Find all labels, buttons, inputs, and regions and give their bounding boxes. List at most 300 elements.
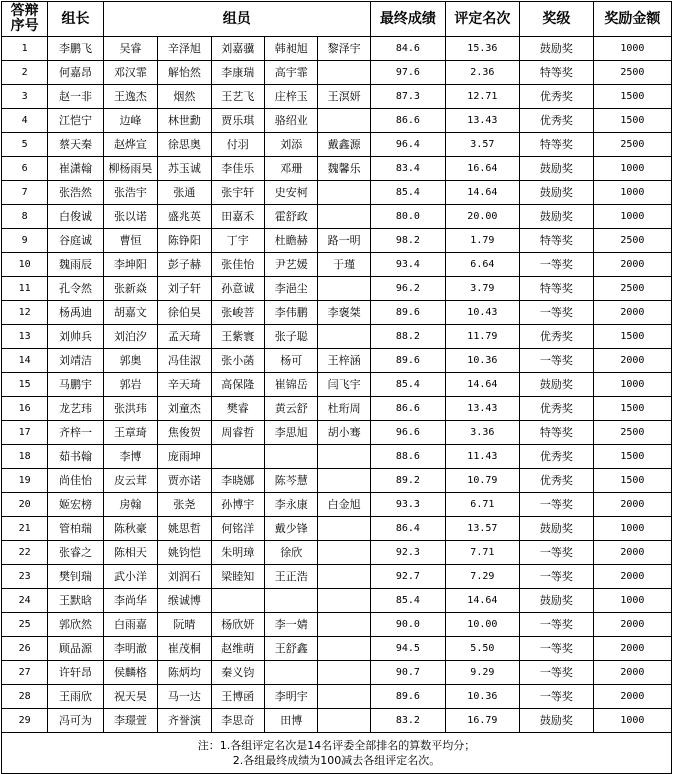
member-cell: 贾乐琪 — [211, 109, 264, 133]
member-cell: 庄梓玉 — [265, 85, 318, 109]
award-cell: 一等奖 — [519, 613, 593, 637]
seq-cell: 8 — [2, 205, 48, 229]
seq-cell: 19 — [2, 469, 48, 493]
award-cell: 一等奖 — [519, 661, 593, 685]
member-cell: 杜珩周 — [318, 397, 370, 421]
notes-cell — [2, 733, 672, 774]
leader-cell: 何嘉昂 — [48, 61, 103, 85]
member-cell: 王舒鑫 — [265, 637, 318, 661]
member-cell: 姚思哲 — [158, 517, 211, 541]
rank-cell: 6.71 — [445, 493, 519, 517]
bonus-cell: 2000 — [593, 613, 671, 637]
member-cell: 李浥尘 — [265, 277, 318, 301]
bonus-cell: 1000 — [593, 589, 671, 613]
table-row — [2, 685, 672, 709]
seq-cell: 18 — [2, 445, 48, 469]
score-cell: 96.4 — [370, 133, 445, 157]
member-cell: 王溟妍 — [318, 85, 370, 109]
member-cell: 武小洋 — [103, 565, 157, 589]
rank-cell: 11.43 — [445, 445, 519, 469]
member-cell: 霍舒政 — [265, 205, 318, 229]
member-cell: 陈相天 — [103, 541, 157, 565]
leader-cell: 江恺宁 — [48, 109, 103, 133]
member-cell: 焦俊贺 — [158, 421, 211, 445]
member-cell: 李思旭 — [265, 421, 318, 445]
leader-cell: 许轩昂 — [48, 661, 103, 685]
member-cell: 闫飞宇 — [318, 373, 370, 397]
leader-cell: 白俊诚 — [48, 205, 103, 229]
award-cell: 鼓励奖 — [519, 709, 593, 733]
leader-cell: 刘帅兵 — [48, 325, 103, 349]
table-row — [2, 541, 672, 565]
member-cell: 张以诺 — [103, 205, 157, 229]
award-cell: 优秀奖 — [519, 445, 593, 469]
member-cell: 王梓涵 — [318, 349, 370, 373]
leader-cell: 王雨欣 — [48, 685, 103, 709]
bonus-cell: 1500 — [593, 469, 671, 493]
member-cell: 张宇轩 — [211, 181, 264, 205]
table-row — [2, 157, 672, 181]
leader-cell: 顾品源 — [48, 637, 103, 661]
seq-cell: 25 — [2, 613, 48, 637]
bonus-cell: 1500 — [593, 109, 671, 133]
award-cell: 优秀奖 — [519, 397, 593, 421]
member-cell: 李晓娜 — [211, 469, 264, 493]
seq-cell: 6 — [2, 157, 48, 181]
member-cell: 付羽 — [211, 133, 264, 157]
table-row — [2, 373, 672, 397]
member-cell: 黄云舒 — [265, 397, 318, 421]
member-cell — [318, 613, 370, 637]
seq-cell: 1 — [2, 37, 48, 61]
member-cell: 刘添 — [265, 133, 318, 157]
member-cell: 王章琦 — [103, 421, 157, 445]
member-cell: 孙博宇 — [211, 493, 264, 517]
member-cell: 辛泽旭 — [158, 37, 211, 61]
table-row — [2, 349, 672, 373]
header-bonus: 奖励金额 — [593, 2, 671, 37]
rank-cell: 10.36 — [445, 349, 519, 373]
score-cell: 80.0 — [370, 205, 445, 229]
award-cell: 一等奖 — [519, 301, 593, 325]
award-cell: 一等奖 — [519, 565, 593, 589]
rank-cell: 1.79 — [445, 229, 519, 253]
member-cell: 尹艺媛 — [265, 253, 318, 277]
table-row — [2, 397, 672, 421]
rank-cell: 2.36 — [445, 61, 519, 85]
member-cell: 苏玉诚 — [158, 157, 211, 181]
member-cell — [318, 109, 370, 133]
member-cell: 徐伯昊 — [158, 301, 211, 325]
bonus-cell: 1000 — [593, 205, 671, 229]
table-row — [2, 205, 672, 229]
bonus-cell: 1000 — [593, 517, 671, 541]
member-cell: 刘嘉骥 — [211, 37, 264, 61]
award-cell: 鼓励奖 — [519, 517, 593, 541]
leader-cell: 龙艺玮 — [48, 397, 103, 421]
member-cell: 史安柯 — [265, 181, 318, 205]
notes-row — [2, 733, 672, 774]
bonus-cell: 1000 — [593, 181, 671, 205]
bonus-cell: 1000 — [593, 37, 671, 61]
member-cell: 高宇霏 — [265, 61, 318, 85]
table-row — [2, 301, 672, 325]
member-cell: 杨可 — [265, 349, 318, 373]
member-cell: 崔茂桐 — [158, 637, 211, 661]
member-cell: 彭子赫 — [158, 253, 211, 277]
member-cell: 樊睿 — [211, 397, 264, 421]
award-cell: 鼓励奖 — [519, 589, 593, 613]
note-line-1: 注：1.各组评定名次是14名评委全部排名的算数平均分； — [197, 739, 476, 752]
rank-cell: 15.36 — [445, 37, 519, 61]
table-row — [2, 613, 672, 637]
header-leader: 组长 — [48, 2, 103, 37]
member-cell: 盛兆英 — [158, 205, 211, 229]
score-cell: 89.6 — [370, 349, 445, 373]
rank-cell: 5.50 — [445, 637, 519, 661]
member-cell: 李一婧 — [265, 613, 318, 637]
member-cell: 梁睦知 — [211, 565, 264, 589]
member-cell — [318, 565, 370, 589]
award-cell: 一等奖 — [519, 253, 593, 277]
member-cell: 边峰 — [103, 109, 157, 133]
seq-cell: 24 — [2, 589, 48, 613]
member-cell: 王逸杰 — [103, 85, 157, 109]
member-cell — [318, 685, 370, 709]
leader-cell: 冯可为 — [48, 709, 103, 733]
member-cell: 胡嘉文 — [103, 301, 157, 325]
seq-cell: 21 — [2, 517, 48, 541]
member-cell: 何铭洋 — [211, 517, 264, 541]
rank-cell: 6.64 — [445, 253, 519, 277]
member-cell: 李佳乐 — [211, 157, 264, 181]
score-cell: 89.6 — [370, 301, 445, 325]
member-cell: 曹恒 — [103, 229, 157, 253]
member-cell — [318, 205, 370, 229]
leader-cell: 李鹏飞 — [48, 37, 103, 61]
leader-cell: 樊钊瑞 — [48, 565, 103, 589]
member-cell: 辛天琦 — [158, 373, 211, 397]
award-cell: 特等奖 — [519, 277, 593, 301]
member-cell — [265, 445, 318, 469]
leader-cell: 齐梓一 — [48, 421, 103, 445]
score-cell: 85.4 — [370, 373, 445, 397]
member-cell — [318, 541, 370, 565]
bonus-cell: 1500 — [593, 325, 671, 349]
award-cell: 鼓励奖 — [519, 205, 593, 229]
leader-cell: 王默晗 — [48, 589, 103, 613]
score-cell: 86.4 — [370, 517, 445, 541]
member-cell: 烟然 — [158, 85, 211, 109]
leader-cell: 赵一非 — [48, 85, 103, 109]
bonus-cell: 2500 — [593, 133, 671, 157]
score-cell: 85.4 — [370, 181, 445, 205]
member-cell: 马一达 — [158, 685, 211, 709]
member-cell: 阮晴 — [158, 613, 211, 637]
member-cell — [318, 517, 370, 541]
seq-cell: 23 — [2, 565, 48, 589]
table-row — [2, 229, 672, 253]
bonus-cell: 2500 — [593, 421, 671, 445]
award-cell: 一等奖 — [519, 493, 593, 517]
seq-cell: 11 — [2, 277, 48, 301]
member-cell — [211, 445, 264, 469]
rank-cell: 10.00 — [445, 613, 519, 637]
member-cell: 郭奥 — [103, 349, 157, 373]
bonus-cell: 2500 — [593, 229, 671, 253]
bonus-cell: 2000 — [593, 301, 671, 325]
member-cell: 李永康 — [265, 493, 318, 517]
table-row — [2, 133, 672, 157]
rank-cell: 16.64 — [445, 157, 519, 181]
bonus-cell: 2500 — [593, 61, 671, 85]
seq-cell: 26 — [2, 637, 48, 661]
member-cell: 张通 — [158, 181, 211, 205]
member-cell: 胡小骞 — [318, 421, 370, 445]
seq-cell: 4 — [2, 109, 48, 133]
award-cell: 一等奖 — [519, 541, 593, 565]
score-cell: 83.4 — [370, 157, 445, 181]
member-cell: 李明宇 — [265, 685, 318, 709]
member-cell — [318, 469, 370, 493]
member-cell: 贾亦诺 — [158, 469, 211, 493]
score-cell: 90.0 — [370, 613, 445, 637]
seq-cell: 27 — [2, 661, 48, 685]
member-cell: 吴睿 — [103, 37, 157, 61]
score-cell: 93.3 — [370, 493, 445, 517]
bonus-cell: 2000 — [593, 637, 671, 661]
member-cell: 孙意诚 — [211, 277, 264, 301]
member-cell: 戴鑫源 — [318, 133, 370, 157]
member-cell — [318, 589, 370, 613]
member-cell: 邓珊 — [265, 157, 318, 181]
score-cell: 98.2 — [370, 229, 445, 253]
award-cell: 一等奖 — [519, 637, 593, 661]
header-score: 最终成绩 — [370, 2, 445, 37]
member-cell: 张洪玮 — [103, 397, 157, 421]
table-row — [2, 589, 672, 613]
member-cell: 张新焱 — [103, 277, 157, 301]
table-row — [2, 109, 672, 133]
table-row — [2, 445, 672, 469]
leader-cell: 杨禹迪 — [48, 301, 103, 325]
member-cell: 白雨嘉 — [103, 613, 157, 637]
member-cell: 朱明璋 — [211, 541, 264, 565]
rank-cell: 11.79 — [445, 325, 519, 349]
member-cell: 田博 — [265, 709, 318, 733]
award-cell: 优秀奖 — [519, 85, 593, 109]
table-row — [2, 517, 672, 541]
member-cell: 王正浩 — [265, 565, 318, 589]
rank-cell: 3.57 — [445, 133, 519, 157]
award-cell: 一等奖 — [519, 685, 593, 709]
member-cell: 魏馨乐 — [318, 157, 370, 181]
member-cell — [265, 661, 318, 685]
leader-cell: 尚佳怡 — [48, 469, 103, 493]
member-cell: 庞雨坤 — [158, 445, 211, 469]
bonus-cell: 2000 — [593, 541, 671, 565]
member-cell: 皮云茸 — [103, 469, 157, 493]
score-cell: 96.6 — [370, 421, 445, 445]
member-cell: 张小菡 — [211, 349, 264, 373]
seq-cell: 15 — [2, 373, 48, 397]
score-cell: 89.6 — [370, 685, 445, 709]
score-cell: 93.4 — [370, 253, 445, 277]
score-cell: 92.3 — [370, 541, 445, 565]
table-row — [2, 325, 672, 349]
member-cell: 徐欣 — [265, 541, 318, 565]
table-row — [2, 469, 672, 493]
member-cell: 高保隆 — [211, 373, 264, 397]
seq-cell: 13 — [2, 325, 48, 349]
award-cell: 特等奖 — [519, 229, 593, 253]
leader-cell: 郭欣然 — [48, 613, 103, 637]
score-cell: 84.6 — [370, 37, 445, 61]
award-cell: 鼓励奖 — [519, 181, 593, 205]
leader-cell: 孔令然 — [48, 277, 103, 301]
member-cell — [318, 637, 370, 661]
member-cell: 陈炳均 — [158, 661, 211, 685]
rank-cell: 10.43 — [445, 301, 519, 325]
member-cell: 秦义钧 — [211, 661, 264, 685]
member-cell — [318, 661, 370, 685]
score-cell: 96.2 — [370, 277, 445, 301]
award-cell: 优秀奖 — [519, 469, 593, 493]
member-cell: 缑诚博 — [158, 589, 211, 613]
table-row — [2, 253, 672, 277]
score-cell: 87.3 — [370, 85, 445, 109]
bonus-cell: 2500 — [593, 277, 671, 301]
score-cell: 92.7 — [370, 565, 445, 589]
score-cell: 97.6 — [370, 61, 445, 85]
score-cell: 86.6 — [370, 397, 445, 421]
table-row — [2, 85, 672, 109]
member-cell: 孟天琦 — [158, 325, 211, 349]
rank-cell: 13.43 — [445, 397, 519, 421]
rank-cell: 14.64 — [445, 181, 519, 205]
member-cell: 韩昶旭 — [265, 37, 318, 61]
member-cell: 于瑾 — [318, 253, 370, 277]
rank-cell: 3.79 — [445, 277, 519, 301]
seq-cell: 2 — [2, 61, 48, 85]
bonus-cell: 1000 — [593, 157, 671, 181]
member-cell: 李璟萱 — [103, 709, 157, 733]
score-cell: 86.6 — [370, 109, 445, 133]
rank-cell: 14.64 — [445, 589, 519, 613]
bonus-cell: 1500 — [593, 445, 671, 469]
member-cell: 姚钧恺 — [158, 541, 211, 565]
seq-cell: 28 — [2, 685, 48, 709]
bonus-cell: 2000 — [593, 661, 671, 685]
rank-cell: 14.64 — [445, 373, 519, 397]
member-cell: 李思奇 — [211, 709, 264, 733]
leader-cell: 谷庭诚 — [48, 229, 103, 253]
member-cell: 张尧 — [158, 493, 211, 517]
member-cell — [318, 325, 370, 349]
member-cell: 丁宇 — [211, 229, 264, 253]
table-row — [2, 661, 672, 685]
member-cell: 刘童杰 — [158, 397, 211, 421]
seq-cell: 17 — [2, 421, 48, 445]
member-cell — [318, 445, 370, 469]
member-cell: 刘润石 — [158, 565, 211, 589]
member-cell: 李明澈 — [103, 637, 157, 661]
rank-cell: 7.29 — [445, 565, 519, 589]
member-cell: 张子聪 — [265, 325, 318, 349]
bonus-cell: 2000 — [593, 253, 671, 277]
score-cell: 94.5 — [370, 637, 445, 661]
member-cell: 黎泽宇 — [318, 37, 370, 61]
award-cell: 特等奖 — [519, 133, 593, 157]
member-cell: 祝天昊 — [103, 685, 157, 709]
award-cell: 优秀奖 — [519, 109, 593, 133]
bonus-cell: 1000 — [593, 709, 671, 733]
member-cell — [318, 709, 370, 733]
leader-cell: 魏雨辰 — [48, 253, 103, 277]
table-row — [2, 61, 672, 85]
seq-cell: 14 — [2, 349, 48, 373]
table-row — [2, 709, 672, 733]
results-table — [1, 1, 672, 774]
member-cell — [318, 181, 370, 205]
bonus-cell: 2000 — [593, 565, 671, 589]
table-row — [2, 565, 672, 589]
header-members: 组员 — [103, 2, 370, 37]
member-cell: 张浩宇 — [103, 181, 157, 205]
rank-cell: 7.71 — [445, 541, 519, 565]
member-cell: 周睿哲 — [211, 421, 264, 445]
award-cell: 一等奖 — [519, 349, 593, 373]
rank-cell: 10.79 — [445, 469, 519, 493]
member-cell: 李康瑞 — [211, 61, 264, 85]
member-cell — [318, 61, 370, 85]
leader-cell: 茹书翰 — [48, 445, 103, 469]
table-body — [2, 37, 672, 733]
member-cell — [265, 589, 318, 613]
leader-cell: 马鹏宇 — [48, 373, 103, 397]
note-line-2: 2.各组最终成绩为100减去各组评定名次。 — [232, 754, 441, 767]
seq-cell: 16 — [2, 397, 48, 421]
rank-cell: 13.57 — [445, 517, 519, 541]
leader-cell: 管柏瑞 — [48, 517, 103, 541]
table-row — [2, 421, 672, 445]
member-cell: 郭岩 — [103, 373, 157, 397]
member-cell: 李博 — [103, 445, 157, 469]
member-cell: 齐誉演 — [158, 709, 211, 733]
member-cell: 林世勳 — [158, 109, 211, 133]
score-cell: 83.2 — [370, 709, 445, 733]
member-cell: 陈秋豪 — [103, 517, 157, 541]
bonus-cell: 2000 — [593, 493, 671, 517]
score-cell: 85.4 — [370, 589, 445, 613]
seq-cell: 22 — [2, 541, 48, 565]
member-cell: 徐思奥 — [158, 133, 211, 157]
rank-cell: 9.29 — [445, 661, 519, 685]
member-cell: 柳杨雨昊 — [103, 157, 157, 181]
award-cell: 特等奖 — [519, 421, 593, 445]
member-cell: 刘子轩 — [158, 277, 211, 301]
seq-cell: 7 — [2, 181, 48, 205]
seq-cell: 29 — [2, 709, 48, 733]
member-cell: 田嘉禾 — [211, 205, 264, 229]
member-cell: 戴少锋 — [265, 517, 318, 541]
table-row — [2, 37, 672, 61]
member-cell: 陈芩慧 — [265, 469, 318, 493]
member-cell: 邓汉霏 — [103, 61, 157, 85]
member-cell: 骆绍业 — [265, 109, 318, 133]
bonus-cell: 1500 — [593, 397, 671, 421]
table-row — [2, 493, 672, 517]
